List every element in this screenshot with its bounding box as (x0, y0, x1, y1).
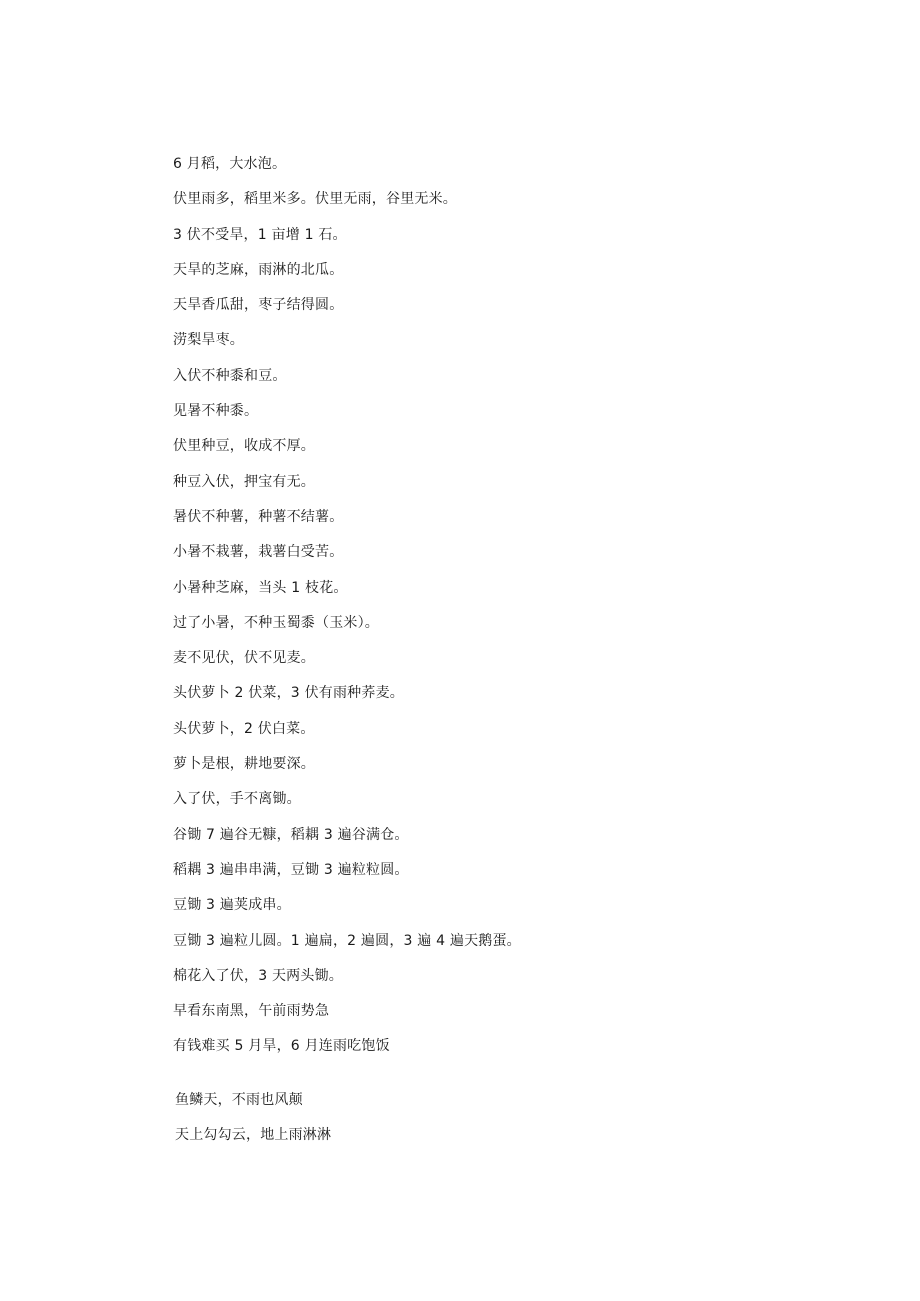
proverb-list (173, 154, 521, 1072)
proverb-line: 头伏萝卜，2 伏白菜。 (173, 720, 315, 737)
proverb-list-secondary (175, 1090, 331, 1160)
proverb-line: 早看东南黑，午前雨势急 (173, 1003, 330, 1020)
proverb-line: 麦不见伏，伏不见麦。 (173, 650, 315, 667)
proverb-line: 豆锄 3 遍粒儿圆。1 遍扁，2 遍圆，3 遍 4 遍天鹅蛋。 (173, 932, 521, 949)
proverb-line: 谷锄 7 遍谷无糠，稻耦 3 遍谷满仓。 (173, 826, 409, 843)
proverb-line: 棉花入了伏，3 天两头锄。 (173, 967, 343, 984)
proverb-line: 小暑种芝麻，当头 1 枝花。 (173, 579, 348, 596)
proverb-line: 3 伏不受旱，1 亩增 1 石。 (173, 226, 347, 243)
proverb-line: 天上勾勾云，地上雨淋淋 (175, 1127, 332, 1143)
proverb-line: 天旱的芝麻，雨淋的北瓜。 (173, 261, 344, 278)
proverb-line: 稻耦 3 遍串串满，豆锄 3 遍粒粒圆。 (173, 861, 409, 878)
proverb-line: 涝梨旱枣。 (173, 332, 244, 349)
proverb-line: 鱼鳞天，不雨也风颠 (175, 1092, 303, 1108)
proverb-line: 入了伏，手不离锄。 (173, 791, 301, 808)
proverb-line: 天旱香瓜甜，枣子结得圆。 (173, 297, 344, 314)
proverb-line: 豆锄 3 遍荚成串。 (173, 897, 291, 914)
proverb-line: 伏里雨多，稻里米多。伏里无雨，谷里无米。 (173, 191, 457, 208)
proverb-line: 暑伏不种薯，种薯不结薯。 (173, 508, 344, 525)
proverb-line: 6 月稻，大水泡。 (173, 156, 287, 172)
proverb-line: 过了小暑，不种玉蜀黍（玉米）。 (173, 614, 379, 631)
proverb-line: 入伏不种黍和豆。 (173, 367, 287, 384)
proverb-line: 种豆入伏，押宝有无。 (173, 473, 315, 490)
proverb-line: 萝卜是根，耕地要深。 (173, 756, 315, 773)
proverb-line: 小暑不栽薯，栽薯白受苦。 (173, 544, 344, 561)
proverb-line: 伏里种豆，收成不厚。 (173, 438, 315, 455)
proverb-line: 见暑不种黍。 (173, 403, 259, 420)
proverb-line: 头伏萝卜 2 伏菜，3 伏有雨种荞麦。 (173, 685, 404, 702)
proverb-line: 有钱难买 5 月旱，6 月连雨吃饱饭 (173, 1038, 390, 1055)
